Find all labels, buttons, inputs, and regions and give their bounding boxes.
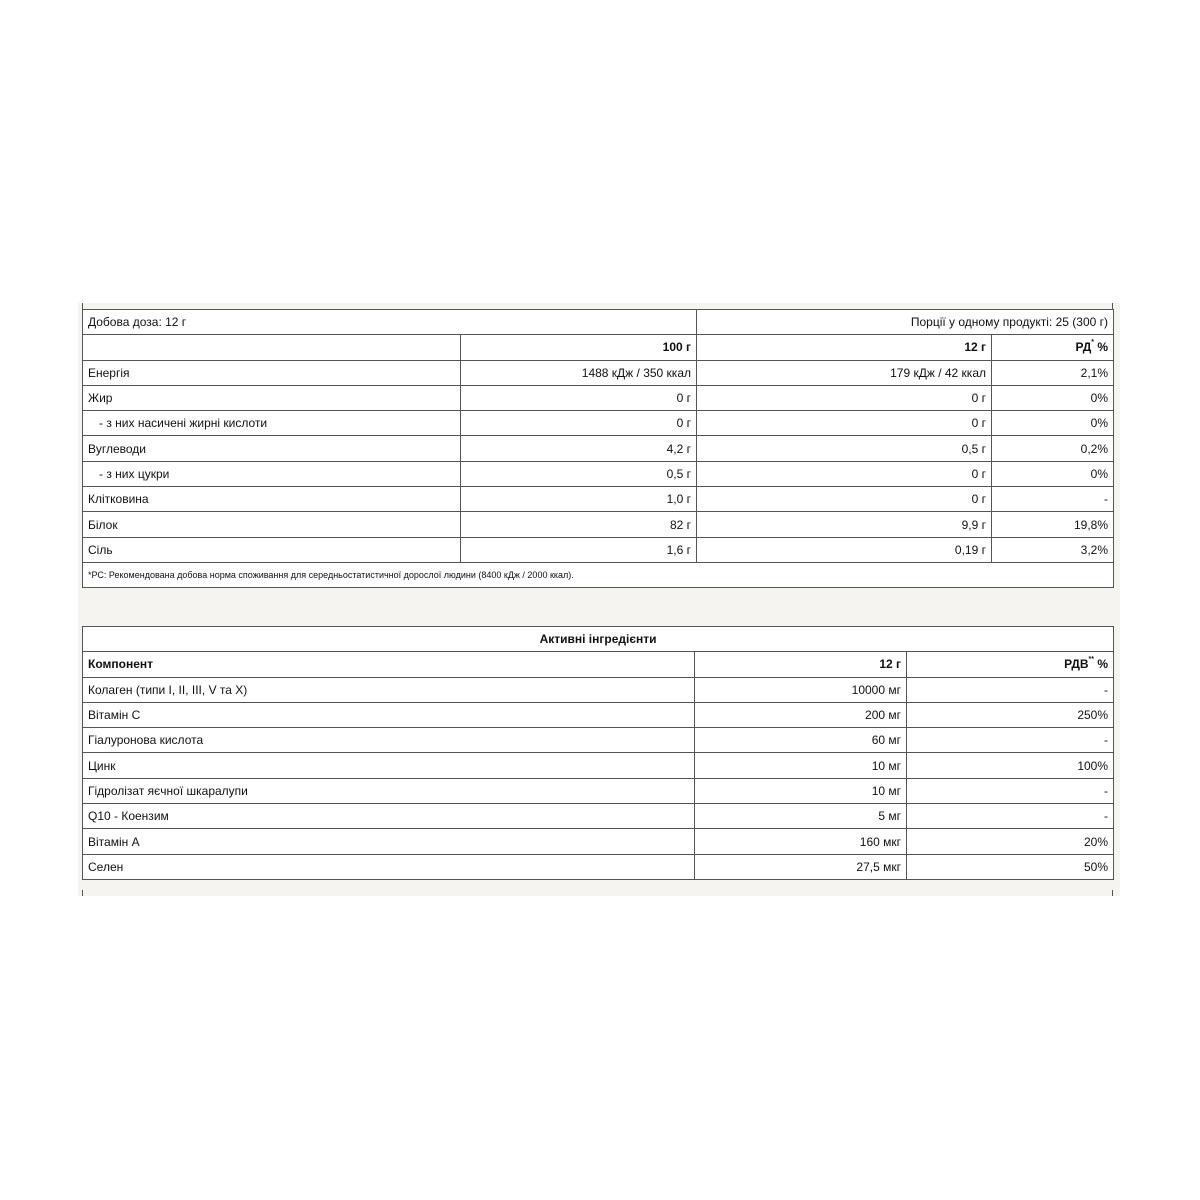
- ingredient-amount: 10 мг: [695, 753, 907, 778]
- nutrient-rd: 0%: [992, 385, 1114, 410]
- table-row: [83, 829, 1114, 854]
- nutrient-per-12g: 0,5 г: [697, 436, 992, 461]
- ingredient-rdv: -: [907, 778, 1114, 803]
- table-row: [83, 360, 1114, 385]
- nutrient-per-12g: 179 кДж / 42 ккал: [697, 360, 992, 385]
- ingredient-name: Цинк: [83, 753, 695, 778]
- nutrient-rd: 0%: [992, 411, 1114, 436]
- table-bottom-edge: [82, 890, 1113, 896]
- header-12g: 12 г: [697, 335, 992, 360]
- nutrient-rd: 0,2%: [992, 436, 1114, 461]
- ingredient-name: Гіалуронова кислота: [83, 728, 695, 753]
- nutrient-per-100g: 82 г: [461, 512, 697, 537]
- ingredient-rdv: -: [907, 804, 1114, 829]
- active-header-row: [83, 652, 1114, 677]
- ingredient-rdv: -: [907, 677, 1114, 702]
- header-rdv-pct: %: [1094, 657, 1109, 672]
- nutrient-per-100g: 4,2 г: [461, 436, 697, 461]
- nutrient-per-100g: 0,5 г: [461, 461, 697, 486]
- nutrient-per-100g: 1,6 г: [461, 537, 697, 562]
- header-rd-label: РД: [1075, 340, 1092, 355]
- ingredient-amount: 10 мг: [695, 778, 907, 803]
- header-rdv-sup: **: [1088, 656, 1094, 664]
- table-row: [83, 728, 1114, 753]
- nutrition-header-row: [83, 335, 1114, 360]
- ingredient-rdv: 20%: [907, 829, 1114, 854]
- table-row: [83, 436, 1114, 461]
- ingredient-rdv: -: [907, 728, 1114, 753]
- ingredient-rdv: 50%: [907, 854, 1114, 879]
- nutrient-rd: 0%: [992, 461, 1114, 486]
- footnote: *РС: Рекомендована добова норма споживання для середньостатистичної дорослої людини (8400 кДж / 2000 ккал).: [83, 562, 1114, 587]
- ingredient-name: Селен: [83, 854, 695, 879]
- ingredient-amount: 10000 мг: [695, 677, 907, 702]
- nutrient-name: Жир: [83, 385, 461, 410]
- ingredient-name: Вітамін A: [83, 829, 695, 854]
- nutrient-per-100g: 0 г: [461, 411, 697, 436]
- nutrient-per-12g: 0 г: [697, 487, 992, 512]
- table-row: [83, 537, 1114, 562]
- ingredient-amount: 5 мг: [695, 804, 907, 829]
- nutrition-table: [82, 309, 1114, 588]
- table-row: [83, 702, 1114, 727]
- nutrient-per-12g: 0 г: [697, 461, 992, 486]
- table-row: [83, 512, 1114, 537]
- nutrient-per-100g: 1,0 г: [461, 487, 697, 512]
- nutrient-per-12g: 0 г: [697, 411, 992, 436]
- nutrient-name: - з них насичені жирні кислоти: [83, 411, 461, 436]
- ingredient-rdv: 100%: [907, 753, 1114, 778]
- header-100g: 100 г: [461, 335, 697, 360]
- nutrient-name: Сіль: [83, 537, 461, 562]
- nutrient-rd: 3,2%: [992, 537, 1114, 562]
- ingredient-amount: 160 мкг: [695, 829, 907, 854]
- header-component: Компонент: [83, 652, 695, 677]
- nutrient-name: Вуглеводи: [83, 436, 461, 461]
- footnote-row: [83, 562, 1114, 587]
- nutrition-summary-row: [83, 310, 1114, 335]
- daily-dose: Добова доза: 12 г: [83, 310, 697, 335]
- ingredient-amount: 60 мг: [695, 728, 907, 753]
- header-rd: [992, 335, 1114, 360]
- table-row: [83, 854, 1114, 879]
- ingredient-name: Q10 - Коензим: [83, 804, 695, 829]
- table-row: [83, 411, 1114, 436]
- table-row: [83, 753, 1114, 778]
- active-title-row: [83, 627, 1114, 652]
- header-12g: 12 г: [695, 652, 907, 677]
- nutrient-rd: 2,1%: [992, 360, 1114, 385]
- nutrient-rd: 19,8%: [992, 512, 1114, 537]
- nutrient-per-100g: 1488 кДж / 350 ккал: [461, 360, 697, 385]
- ingredient-name: Вітамін C: [83, 702, 695, 727]
- nutrient-per-12g: 9,9 г: [697, 512, 992, 537]
- header-empty-cell: [83, 335, 461, 360]
- header-rd-sup: *: [1091, 339, 1094, 347]
- header-rdv-label: РДВ: [1064, 657, 1089, 672]
- ingredient-name: Колаген (типи I, II, III, V та X): [83, 677, 695, 702]
- ingredient-name: Гідролізат яєчної шкаралупи: [83, 778, 695, 803]
- nutrient-name: Клітковина: [83, 487, 461, 512]
- active-ingredients-table: [82, 626, 1114, 880]
- ingredient-rdv: 250%: [907, 702, 1114, 727]
- nutrient-rd: -: [992, 487, 1114, 512]
- table-row: [83, 804, 1114, 829]
- table-row: [83, 385, 1114, 410]
- nutrient-name: - з них цукри: [83, 461, 461, 486]
- table-row: [83, 677, 1114, 702]
- nutrient-per-12g: 0,19 г: [697, 537, 992, 562]
- header-rdv: [907, 652, 1114, 677]
- nutrient-per-12g: 0 г: [697, 385, 992, 410]
- header-rd-pct: %: [1093, 340, 1108, 355]
- nutrient-per-100g: 0 г: [461, 385, 697, 410]
- ingredient-amount: 27,5 мкг: [695, 854, 907, 879]
- table-row: [83, 487, 1114, 512]
- table-row: [83, 461, 1114, 486]
- table-row: [83, 778, 1114, 803]
- nutrient-name: Енергія: [83, 360, 461, 385]
- ingredient-amount: 200 мг: [695, 702, 907, 727]
- active-ingredients-title: Активні інгредієнти: [83, 627, 1114, 652]
- nutrient-name: Білок: [83, 512, 461, 537]
- servings-per-product: Порції у одному продукті: 25 (300 г): [697, 310, 1114, 335]
